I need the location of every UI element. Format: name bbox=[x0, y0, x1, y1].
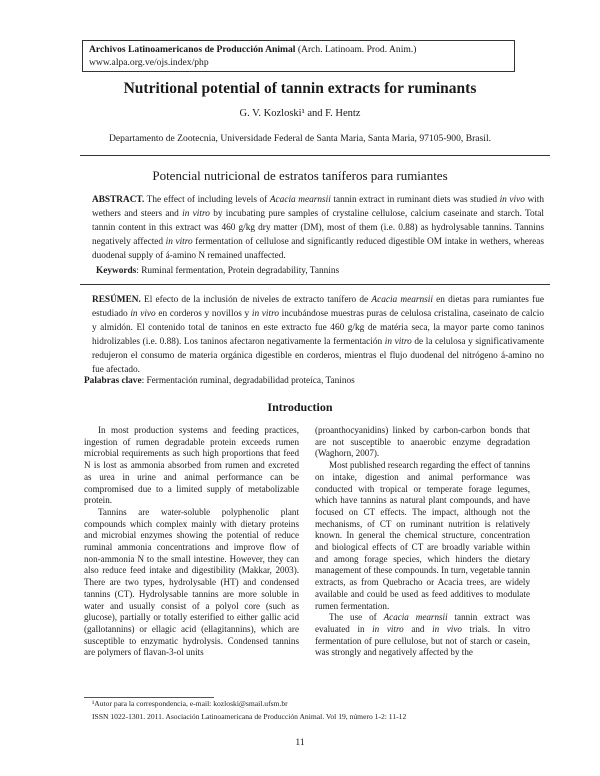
abstract-text: by incubating pure samples of crystaline cellulose, calcium caseinate and starch. Total tannin content in this extract was 460 g/kg dry matter (DM), most of them (i.e. 0.88) as hydrolysable tannins. Tannins negatively affected bbox=[92, 208, 544, 247]
palabras-label: Palabras clave bbox=[84, 376, 142, 386]
abstract-invitro: in vitro bbox=[165, 236, 193, 247]
resumen-text: en corderos y novillos y bbox=[155, 308, 252, 319]
in-vivo-term: in vivo bbox=[432, 623, 462, 634]
palabras-clave bbox=[84, 376, 355, 386]
paragraph-text: The use of bbox=[329, 612, 384, 623]
paragraph: Tannins are water-soluble polyphenolic plant compounds which complex mainly with dietary proteins and microbial enzymes showing the potential of reduce ruminal ammonia concentrations and improve flow of non-ammonia N to the small intestine. However, they can also reduce feed intake and digestibility (Makkar, 2003). There are two types, hydrolysable (HT) and condensed tannins (CT). Hydrolysable tannins are more soluble in water and usually consist of a polyol core (such as glucose), partially or totally esterified to either gallic acid (gallotannins) or ellagic acid (ellagitannins), which are susceptible to enzymatic hydrolysis. Condensed tannins are polymers of flavan-3-ol units bbox=[84, 506, 299, 658]
resumen bbox=[92, 294, 544, 377]
journal-name: Archivos Latinoamericanos de Producción Animal bbox=[89, 44, 296, 55]
abstract-invitro: in vitro bbox=[182, 208, 210, 219]
issn-line: ISSN 1022-1301. 2011. Asociación Latinoamericana de Producción Animal. Vol 19, número 1-2: 11-12 bbox=[92, 712, 407, 721]
resumen-species: Acacia mearnsii bbox=[371, 295, 433, 305]
resumen-text: en dietas para rumiantes fue estudiado bbox=[92, 295, 544, 319]
abstract-text: tannin extract in ruminant diets was studied bbox=[330, 195, 500, 205]
divider-top bbox=[80, 155, 550, 156]
paragraph-text: trials. In vitro fermentation of pure cellulose, but not of starch or casein, was strongly and negatively affected by the bbox=[315, 623, 530, 658]
divider-middle bbox=[80, 284, 550, 285]
resumen-label: RESÚMEN. bbox=[92, 295, 141, 305]
keywords bbox=[96, 266, 339, 276]
journal-header-box bbox=[82, 40, 515, 72]
journal-url[interactable]: www.alpa.org.ve/ojs.index/php bbox=[89, 57, 209, 68]
resumen-invivo: in vivo bbox=[130, 308, 156, 319]
paragraph: (proanthocyanidins) linked by carbon-carbon bonds that are not susceptible to anaerobic enzyme degradation (Waghorn, 2007). bbox=[315, 425, 530, 459]
resumen-invitro: in vitro bbox=[384, 336, 412, 347]
abstract-species: Acacia mearnsii bbox=[269, 195, 331, 205]
introduction-heading: Introduction bbox=[267, 400, 333, 414]
paragraph: In most production systems and feeding practices, ingestion of rumen degradable protein exceeds rumen microbial requirements as such high proportions that feed N is lost as ammonia absorbed from rumen and excreted as urea in urine and animal performance can be compromised due to a limited supply of metabolizable protein. bbox=[84, 425, 299, 506]
left-column bbox=[84, 425, 299, 659]
abstract-label: ABSTRACT. bbox=[92, 195, 145, 205]
paragraph bbox=[315, 612, 530, 659]
footnote: ¹Autor para la correspondencia, e-mail: kozloski@smail.ufsm.br bbox=[92, 699, 288, 708]
resumen-text: El efecto de la inclusión de niveles de extracto tanífero de bbox=[140, 295, 372, 305]
spanish-title: Potencial nutricional de estratos taníferos para rumiantes bbox=[152, 168, 448, 183]
abstract-invivo: in vivo bbox=[499, 195, 525, 205]
right-column bbox=[315, 425, 530, 659]
keywords-text: : Ruminal fermentation, Protein degradability, Tannins bbox=[136, 266, 340, 276]
paragraph-text: tannin extract was evaluated in bbox=[315, 612, 530, 634]
footnote-rule bbox=[84, 697, 214, 698]
abstract-text: with wethers and steers and bbox=[92, 195, 544, 219]
paper-title: Nutritional potential of tannin extracts for ruminants bbox=[123, 80, 477, 97]
page-number: 11 bbox=[295, 737, 305, 748]
species-name: Acacia mearnsii bbox=[383, 612, 448, 623]
journal-abbrev: (Arch. Latinoam. Prod. Anim.) bbox=[297, 44, 417, 55]
authors: G. V. Kozloski¹ and F. Hentz bbox=[239, 108, 361, 119]
paragraph: Most published research regarding the effect of tannins on intake, digestion and animal performance was conducted with tropical or temperate forage legumes, which have tannins as natural plant compounds, and have focused on CT effects. The impact, although not the mechanisms, of CT on ruminant nutrition is relatively known. In general the chemical structure, concentration and biological effects of CT are broadly variable within and among forage species, which hinders the dietary management of these compounds. In turn, vegetable tannin extracts, as from Quebracho or Acacia trees, are widely available and could be used as feed additives to modulate rumen fermentation. bbox=[315, 460, 530, 611]
resumen-text: incubándose muestras puras de celulosa cristalina, caseinato de calcio y almidón. El contenido total de taninos en este extracto fue 460 g/kg de matéria seca, la mayor parte como taninos hidrolizables (i.e. 0.88). Los taninos afectaron negativamente la fermentación bbox=[92, 308, 544, 347]
affiliation: Departamento de Zootecnia, Universidade Federal de Santa Maria, Santa Maria, 97105-900, Brasil. bbox=[108, 133, 492, 144]
resumen-text: de la celulosa y significativamente redujeron el consumo de materia orgánica digestible en corderos, mientras el flujo duodenal del nitrógeno á-amino no fue afectado. bbox=[92, 336, 544, 375]
keywords-label: Keywords bbox=[96, 266, 137, 276]
in-vitro-term: in vitro bbox=[372, 623, 404, 634]
paragraph-text: and bbox=[403, 623, 433, 634]
resumen-invitro: in vitro bbox=[251, 308, 279, 319]
abstract bbox=[92, 194, 544, 264]
abstract-text: The effect of including levels of bbox=[144, 195, 270, 205]
palabras-text: : Fermentación ruminal, degradabilidad proteíca, Taninos bbox=[141, 376, 355, 386]
abstract-text: fermentation of cellulose and significantly reduced digestible OM intake in wethers, whereas duodenal supply of á-amino N remained unaffected. bbox=[92, 236, 544, 261]
